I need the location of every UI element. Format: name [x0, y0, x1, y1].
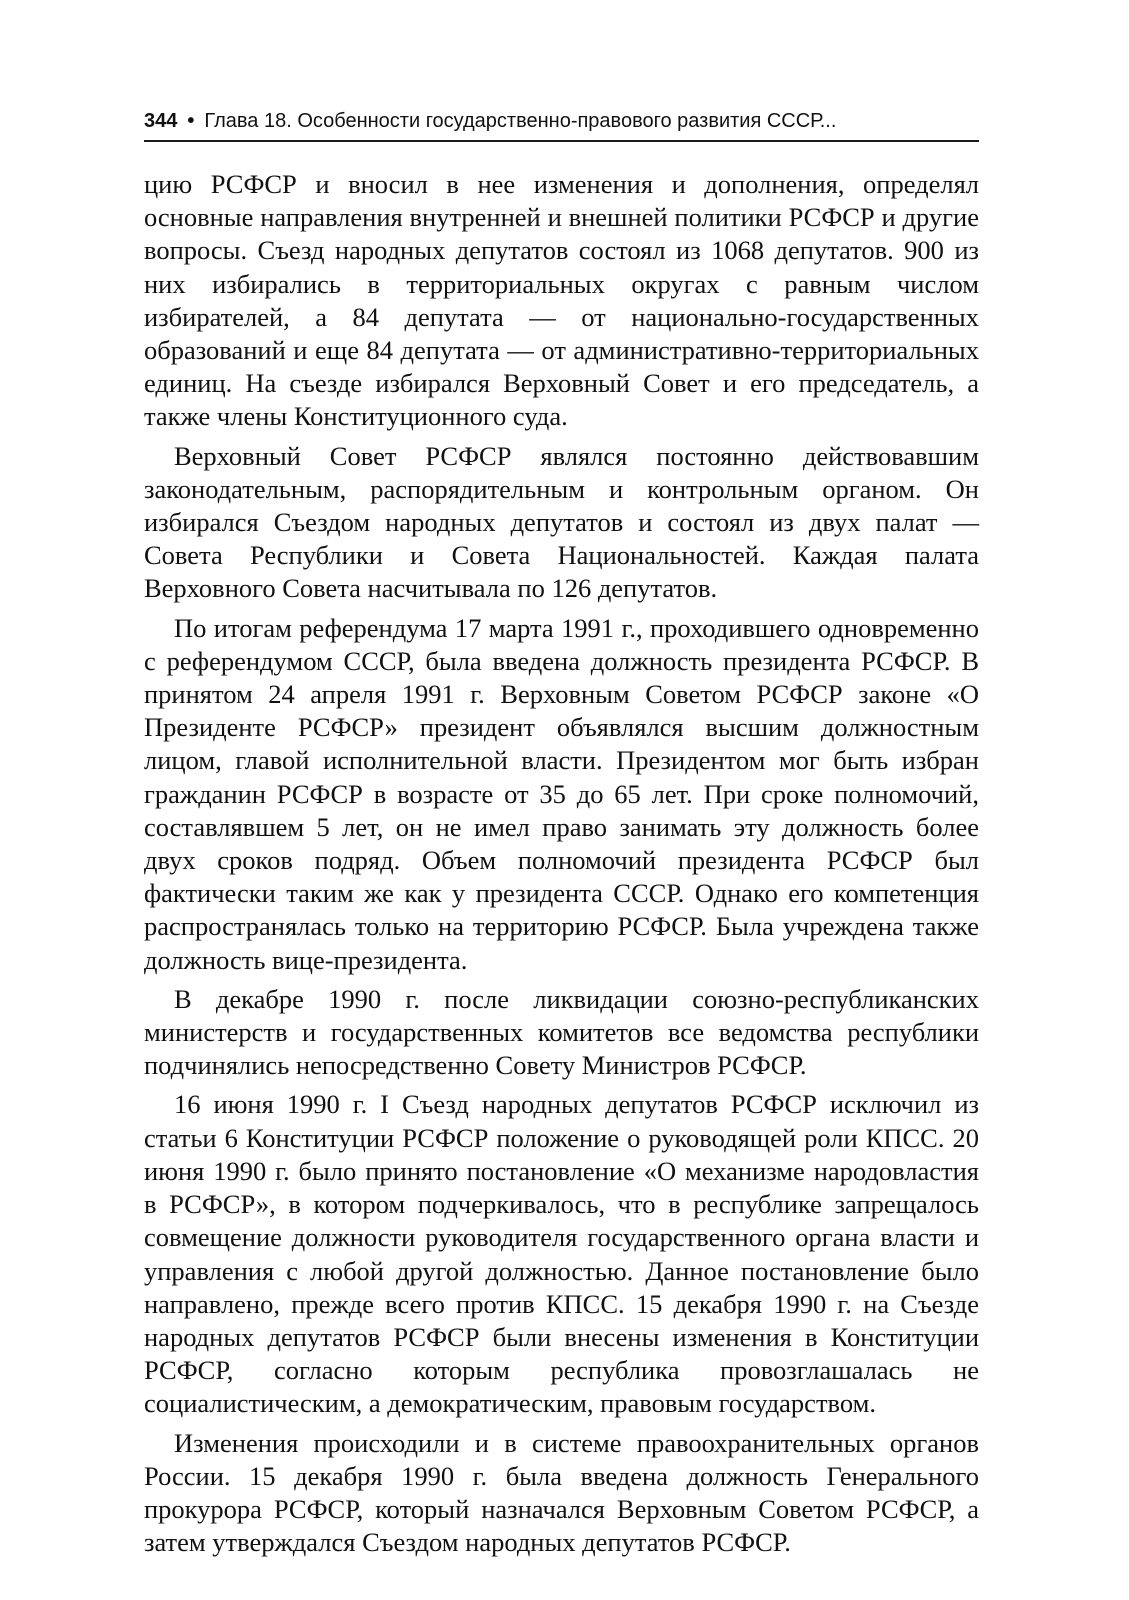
paragraph-prosecutor: Изменения происходили и в системе правоохранительных органов России. 15 декабря 1990 г. была введена должность Генерального прокурора РСФСР, который назначался Верховным Советом РСФСР, а затем утверждался Съездом народных депутатов РСФСР.	[144, 1427, 979, 1558]
paragraph-continuation: цию РСФСР и вносил в нее изменения и дополнения, определял основные направления внутренней и внешней политики РСФСР и другие вопросы. Съезд народных депутатов состоял из 1068 депутатов. 900 из них избирались в территориальных округах с равным числом избирателей, а 84 депутата — от национально-государственных образований и еще 84 депутата — от административно-территориальных единиц. На съезде избирался Верховный Совет и его председатель, а также члены Конституционного суда.	[144, 169, 979, 432]
page-body	[144, 168, 979, 1565]
running-header	[144, 104, 979, 142]
page-number: 344	[144, 110, 178, 132]
paragraph-president: По итогам референдума 17 марта 1991 г., проходившего одновременно с референдумом СССР, была введена должность президента РСФСР. В принятом 24 апреля 1991 г. Верховным Советом РСФСР законе «О Президенте РСФСР» президент объявлялся высшим должностным лицом, главой исполнительной власти. Президентом мог быть избран гражданин РСФСР в возрасте от 35 до 65 лет. При сроке полномочий, составлявшем 5 лет, он не имел право занимать эту должность более двух сроков подряд. Объем полномочий президента РСФСР был фактически таким же как у президента СССР. Однако его компетенция распространялась только на территорию РСФСР. Была учреждена также должность вице-президента.	[144, 612, 979, 975]
paragraph-supreme-soviet: Верховный Совет РСФСР являлся постоянно действовавшим законодательным, распорядительным и контрольным органом. Он избирался Съездом народных депутатов и состоял из двух палат — Совета Республики и Совета Национальностей. Каждая палата Верховного Совета насчитывала по 126 депутатов.	[144, 440, 979, 604]
paragraph-congress-decisions: 16 июня 1990 г. I Съезд народных депутатов РСФСР исключил из статьи 6 Конституции РСФСР положение о руководящей роли КПСС. 20 июня 1990 г. было принято постановление «О механизме народовластия в РСФСР», в котором подчеркивалось, что в республике запрещалось совмещение должности руководителя государственного органа власти и управления с любой другой должностью. Данное постановление было направлено, прежде всего против КПСС. 15 декабря 1990 г. на Съезде народных депутатов РСФСР были внесены изменения в Конституции РСФСР, согласно которым республика провозглашалась не социалистическим, а демократическим, правовым государством.	[144, 1089, 979, 1419]
chapter-title: Глава 18. Особенности государственно-правового развития СССР...	[204, 110, 837, 132]
paragraph-ministries: В декабре 1990 г. после ликвидации союзно-республиканских министерств и государственных комитетов все ведомства республики подчинялись непосредственно Совету Министров РСФСР.	[144, 983, 979, 1081]
header-bullet: •	[187, 110, 195, 132]
